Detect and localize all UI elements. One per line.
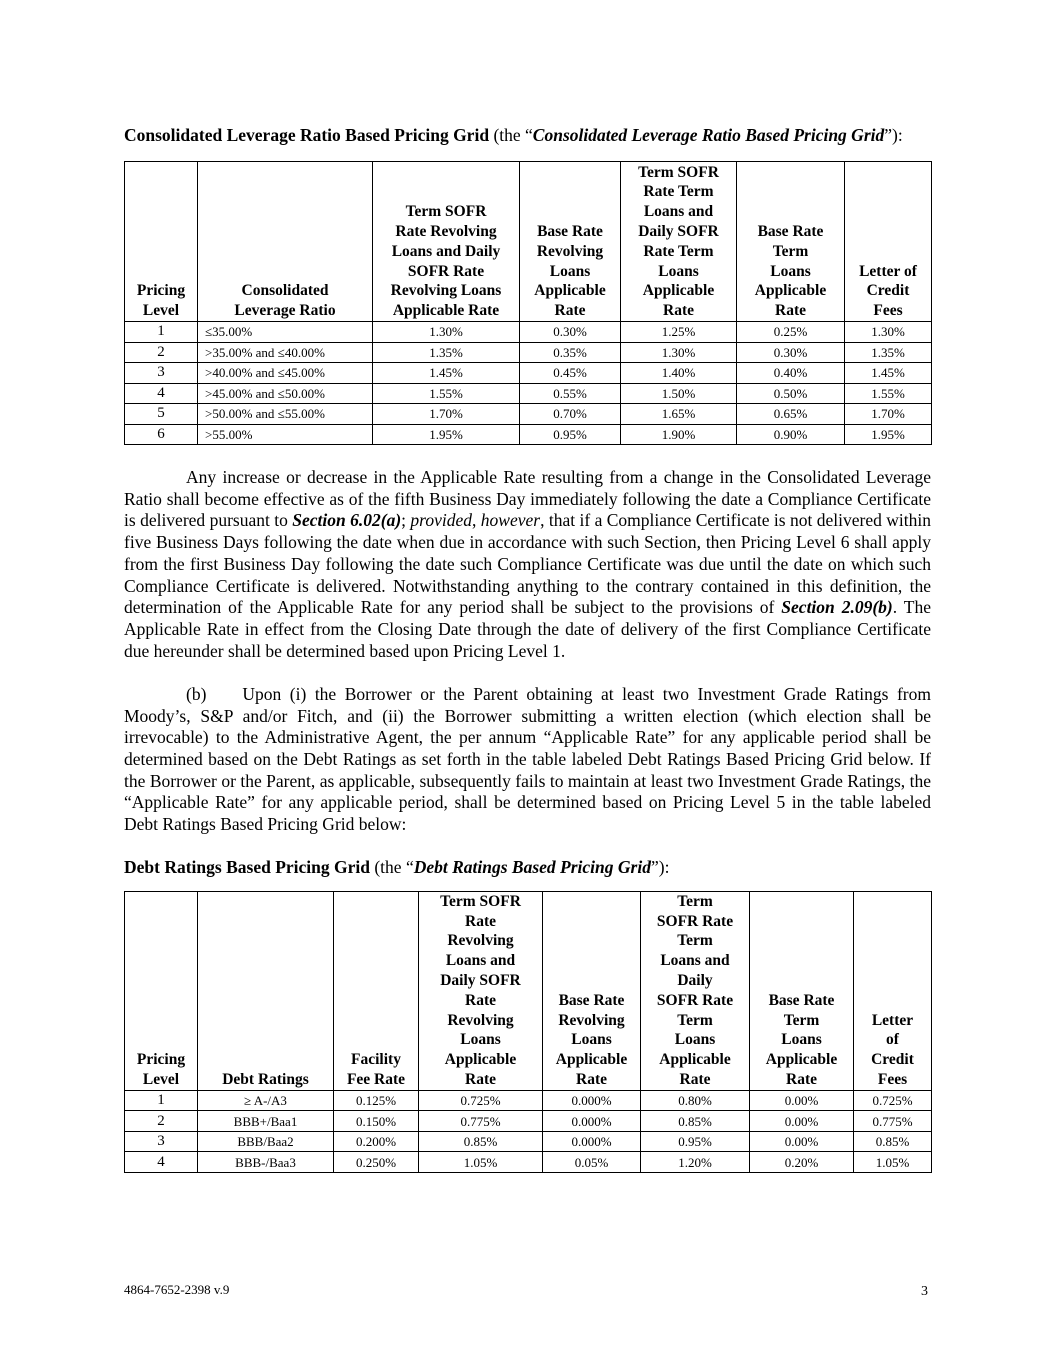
table-row: 1 ≥ A-/A3 0.125% 0.725% 0.000% 0.80% 0.00% 0.725% [125,1090,932,1111]
header-base-rate-term: Base Rate Term Loans Applicable Rate [750,891,854,1090]
debt-ratings-grid-heading: Debt Ratings Based Pricing Grid (the “Debt Ratings Based Pricing Grid”): [124,856,670,877]
consolidated-leverage-pricing-table [124,161,932,445]
heading-bold: Debt Ratings Based Pricing Grid [124,856,370,877]
section-reference: Section 2.09(b) [781,597,893,618]
table-row: 3 BBB/Baa2 0.200% 0.85% 0.000% 0.95% 0.00% 0.85% [125,1131,932,1152]
header-letter-of-credit-fees: Letter of Credit Fees [845,162,932,322]
table-header-row [125,891,932,1090]
header-pricing-level: Pricing Level [125,162,198,322]
document-page [124,124,931,1173]
table-row: 2 >35.00% and ≤40.00% 1.35% 0.35% 1.30% 0.30% 1.35% [125,342,932,363]
clause-b-paragraph: (b) Upon (i) the Borrower or the Parent obtaining at least two Investment Grade Ratings from Moody’s, S&P and/or Fitch, and (ii) the Borrower submitting a written election (which election shall be irrevocable) to the Administrative Agent, the per annum “Applicable Rate” for any applicable period shall be determined based on the Debt Ratings as set forth in the table labeled Debt Ratings Based Pricing Grid below. If the Borrower or the Parent, as applicable, subsequently fails to maintain at least two Investment Grade Ratings, the “Applicable Rate” for any applicable period, shall be determined based on Pricing Level 5 in the table labeled Debt Ratings Based Pricing Grid below: [124,683,931,835]
table-row: 1 ≤35.00% 1.30% 0.30% 1.25% 0.25% 1.30% [125,322,932,343]
table-row: 5 >50.00% and ≤55.00% 1.70% 0.70% 1.65% 0.65% 1.70% [125,404,932,425]
header-base-rate-revolving: Base Rate Revolving Loans Applicable Rate [543,891,641,1090]
header-term-sofr-revolving: Term SOFR Rate Revolving Loans and Daily SOFR Rate Revolving Loans Applicable Rate [373,162,520,322]
header-term-sofr-term: Term SOFR Rate Term Loans and Daily SOFR Rate Term Loans Applicable Rate [621,162,737,322]
header-facility-fee-rate: Facility Fee Rate [334,891,419,1090]
table-row: 6 >55.00% 1.95% 0.95% 1.90% 0.90% 1.95% [125,424,932,445]
table-row: 4 >45.00% and ≤50.00% 1.55% 0.55% 1.50% 0.50% 1.55% [125,383,932,404]
header-base-rate-term: Base Rate Term Loans Applicable Rate [737,162,845,322]
section-reference: Section 6.02(a) [292,510,402,531]
page-number: 3 [921,1284,928,1299]
heading-italic: Consolidated Leverage Ratio Based Pricing Grid [532,125,885,145]
document-id: 4864-7652-2398 v.9 [124,1282,230,1297]
consolidated-grid-heading: Consolidated Leverage Ratio Based Pricing Grid (the “Consolidated Leverage Ratio Based Pricing Grid”): [124,125,903,145]
table-row: 2 BBB+/Baa1 0.150% 0.775% 0.000% 0.85% 0.00% 0.775% [125,1111,932,1132]
header-debt-ratings: Debt Ratings [198,891,334,1090]
heading-bold: Consolidated Leverage Ratio Based Pricing Grid [124,125,490,145]
header-term-sofr-revolving: Term SOFR Rate Revolving Loans and Daily SOFR Rate Revolving Loans Applicable Rate [419,891,543,1090]
heading-italic: Debt Ratings Based Pricing Grid [413,856,651,877]
header-consolidated-leverage-ratio: Consolidated Leverage Ratio [198,162,373,322]
header-pricing-level: Pricing Level [125,891,198,1090]
table-row: 3 >40.00% and ≤45.00% 1.45% 0.45% 1.40% 0.40% 1.45% [125,363,932,384]
applicable-rate-paragraph: Any increase or decrease in the Applicable Rate resulting from a change in the Consolidated Leverage Ratio shall become effective as of the fifth Business Day immediately following the date a Compliance Certificate is delivered pursuant to Section 6.02(a); provided, however, that if a Compliance Certificate is not delivered within five Business Days following the date when due in accordance with such Section, then Pricing Level 6 shall apply from the first Business Day following the date such Compliance Certificate was due until the date on which such Compliance Certificate is delivered. Notwithstanding anything to the contrary contained in this definition, the determination of the Applicable Rate for any period shall be subject to the provisions of Section 2.09(b). The Applicable Rate in effect from the Closing Date through the date of delivery of the first Compliance Certificate due hereunder shall be determined based upon Pricing Level 1. [124,467,931,661]
header-letter-of-credit-fees: Letter of Credit Fees [854,891,932,1090]
header-term-sofr-term: Term SOFR Rate Term Loans and Daily SOFR Rate Term Loans Applicable Rate [641,891,750,1090]
header-base-rate-revolving: Base Rate Revolving Loans Applicable Rate [520,162,621,322]
debt-ratings-pricing-table [124,891,932,1173]
table-header-row [125,162,932,322]
table-row: 4 BBB-/Baa3 0.250% 1.05% 0.05% 1.20% 0.20% 1.05% [125,1152,932,1173]
clause-label: (b) [186,683,207,704]
